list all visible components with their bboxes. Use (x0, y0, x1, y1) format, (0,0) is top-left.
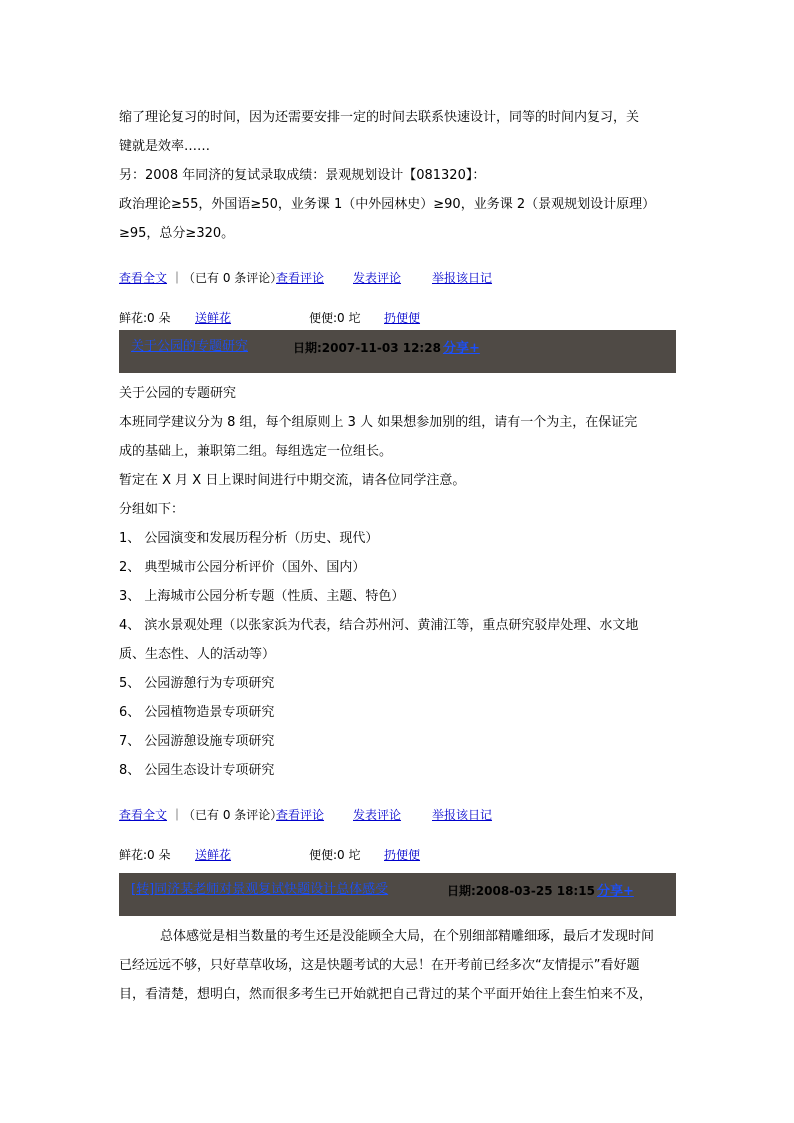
report-diary-link[interactable]: 举报该日记 (432, 271, 493, 285)
list-item: 2、 典型城市公园分析评价（国外、国内） (119, 560, 366, 575)
paragraph: 键就是效率…… (119, 139, 211, 154)
post-1-body (119, 103, 679, 248)
post-2-body (119, 379, 679, 785)
view-comments-link[interactable]: 查看评论 (276, 271, 325, 285)
paragraph: 分组如下： (119, 502, 185, 517)
post-1-votes (119, 310, 679, 326)
read-full-link[interactable]: 查看全文 (119, 271, 168, 285)
share-link[interactable]: 分享+ (596, 884, 634, 899)
send-flower-link[interactable]: 送鲜花 (195, 848, 232, 862)
post-3-date: 日期:2008-03-25 18:15 (447, 884, 595, 898)
throw-poop-link[interactable]: 扔便便 (384, 848, 421, 862)
post-2-title-link[interactable]: 关于公园的专题研究 (131, 339, 249, 354)
list-item: 7、 公园游憩设施专项研究 (119, 734, 275, 749)
paragraph: ≥95，总分≥320。 (119, 226, 235, 241)
report-diary-link[interactable]: 举报该日记 (432, 808, 493, 822)
paragraph: 目，看清楚，想明白，然而很多考生已开始就把自己背过的某个平面开始往上套生怕来不及， (119, 987, 653, 1002)
view-comments-link[interactable]: 查看评论 (276, 808, 325, 822)
post-3-title-link[interactable]: [转]同济某老师对景观复试快题设计总体感受 (131, 882, 389, 897)
send-flower-link[interactable]: 送鲜花 (195, 311, 232, 325)
poop-count: 便便:0 坨 (309, 848, 361, 862)
post-1-actions (119, 270, 679, 286)
post-2-actions (119, 807, 679, 823)
paragraph: 暂定在 X 月 X 日上课时间进行中期交流，请各位同学注意。 (119, 473, 466, 488)
post-comment-link[interactable]: 发表评论 (353, 271, 402, 285)
paragraph: 政治理论≥55，外国语≥50，业务课 1（中外园林史）≥90，业务课 2（景观规划设计原理） (119, 197, 656, 212)
post-2-date: 日期:2007-11-03 12:28 (293, 341, 441, 355)
flower-count: 鲜花:0 朵 (119, 311, 171, 325)
flower-count: 鲜花:0 朵 (119, 848, 171, 862)
post-3-header (119, 873, 676, 916)
list-item: 5、 公园游憩行为专项研究 (119, 676, 275, 691)
post-comment-link[interactable]: 发表评论 (353, 808, 402, 822)
throw-poop-link[interactable]: 扔便便 (384, 311, 421, 325)
list-item: 6、 公园植物造景专项研究 (119, 705, 275, 720)
comment-count: ｜（已有 0 条评论） (171, 808, 283, 822)
paragraph: 成的基础上，兼职第二组。每组选定一位组长。 (119, 444, 393, 459)
list-item: 3、 上海城市公园分析专题（性质、主题、特色） (119, 589, 405, 604)
share-link[interactable]: 分享+ (442, 341, 480, 356)
comment-count: ｜（已有 0 条评论） (171, 271, 283, 285)
post-2-votes (119, 847, 679, 863)
list-item: 4、 滨水景观处理（以张家浜为代表，结合苏州河、黄浦江等，重点研究驳岸处理、水文地 (119, 618, 639, 633)
list-item: 8、 公园生态设计专项研究 (119, 763, 275, 778)
paragraph: 总体感觉是相当数量的考生还是没能顾全大局，在个别细部精雕细琢，最后才发现时间 (160, 929, 655, 944)
list-item: 1、 公园演变和发展历程分析（历史、现代） (119, 531, 379, 546)
poop-count: 便便:0 坨 (309, 311, 361, 325)
paragraph: 另：2008 年同济的复试录取成绩：景观规划设计【081320】： (119, 168, 486, 183)
paragraph: 关于公园的专题研究 (119, 386, 237, 401)
post-2-header (119, 330, 676, 373)
paragraph: 本班同学建议分为 8 组，每个组原则上 3 人 如果想参加别的组，请有一个为主，在保证完 (119, 415, 638, 430)
post-3-body (119, 922, 679, 1009)
read-full-link[interactable]: 查看全文 (119, 808, 168, 822)
paragraph: 已经远远不够，只好草草收场，这是快题考试的大忌！在开考前已经多次“友情提示”看好题 (119, 958, 640, 973)
diary-page (119, 103, 679, 1009)
list-item-continued: 质、生态性、人的活动等） (119, 647, 276, 662)
paragraph: 缩了理论复习的时间，因为还需要安排一定的时间去联系快速设计，同等的时间内复习，关 (119, 110, 640, 125)
